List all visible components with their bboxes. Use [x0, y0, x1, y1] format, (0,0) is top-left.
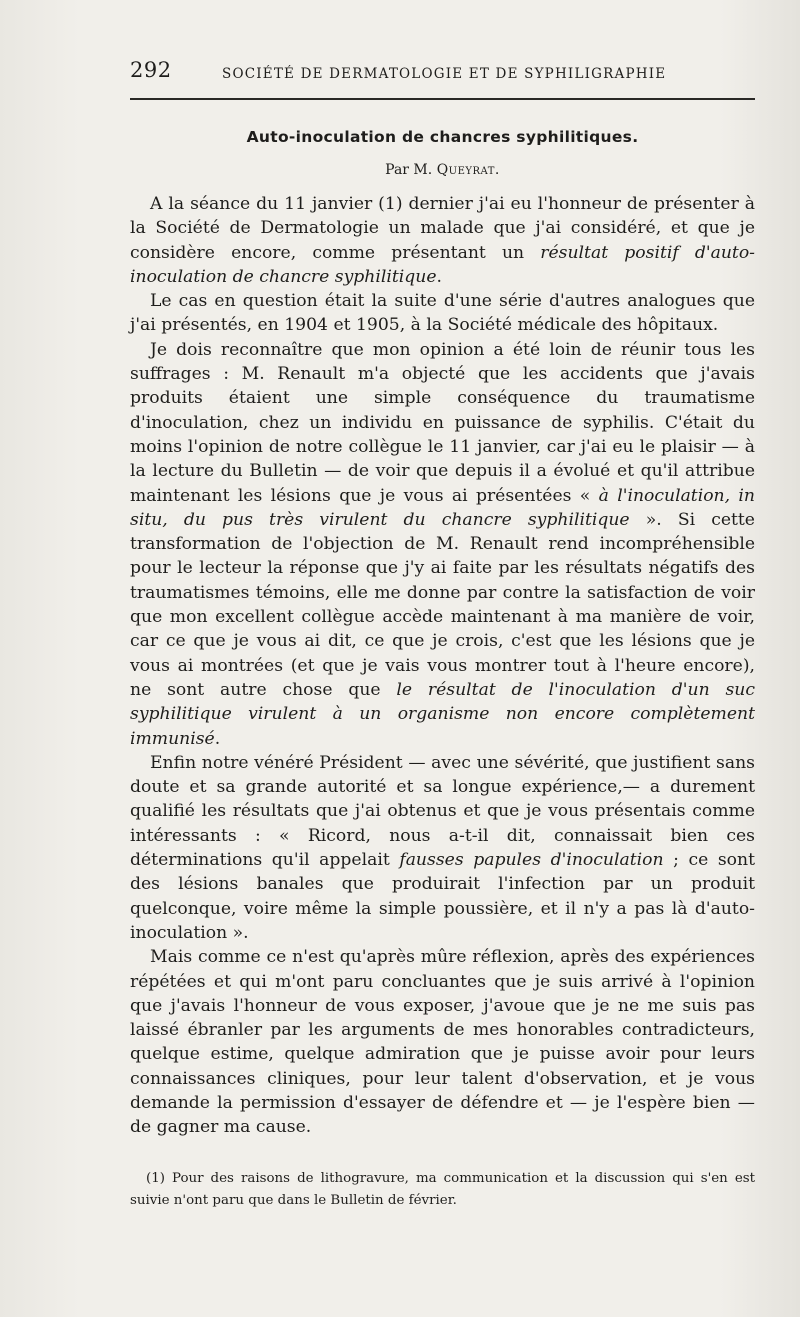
paragraph-text: A la séance du 11 janvier (1) dernier j'ai eu l'honneur de présenter à la Société de Dermatologie un malade que j'ai considéré, et que je considère encore, comme présentant un — [130, 194, 755, 263]
italic-phrase: à l'inoculation, in situ, du pus très virulent du chancre syphilitique — [130, 485, 755, 530]
paragraph-text: . — [436, 266, 442, 287]
paragraph-text: Mais comme ce n'est qu'après mûre réflexion, après des expériences répétées et qui m'ont paru concluantes que je suis arrivé à l'opinion que j'avais l'honneur de vous exposer, j'avoue que je ne me suis pas laissé ébranler par les arguments de mes honorables contradicteurs, quelque estime, quelque admiration que je puisse avoir pour leurs connaissances cliniques, pour leur talent d'observation, et je vous demande la permission d'essayer de défendre et — je l'espère bien — de gagner ma cause. — [130, 947, 755, 1138]
paragraph-3 — [130, 338, 755, 751]
paragraph-2 — [130, 289, 755, 338]
running-head — [130, 58, 755, 92]
footnote — [130, 1168, 755, 1212]
paragraph-text: ; ce sont des lésions banales que produirait l'infection par un produit quelconque, voire même la simple poussière, et il n'y a pas là d'auto-inoculation ». — [130, 850, 755, 943]
paragraph-text: Enfin notre vénéré Président — avec une sévérité, que justifient sans doute et sa grande autorité et sa longue expérience,— a durement qualifié les résultats que j'ai obtenus et que je vous présentais comme intéressants : « Ricord, nous a-t-il dit, connaissait bien ces déterminations qu'il appelait — [130, 752, 755, 871]
paragraph-1 — [130, 192, 755, 289]
header-rule — [130, 98, 755, 100]
byline — [130, 162, 755, 178]
byline-prefix: Par M. — [385, 162, 433, 178]
paragraph-text: Le cas en question était la suite d'une série d'autres analogues que j'ai présentés, en 1904 et 1905, à la Société médicale des hôpitaux. — [130, 291, 755, 336]
italic-phrase: le résultat de l'inoculation d'un suc syphilitique virulent à un organisme non encore complètement immunisé — [130, 679, 755, 749]
article-title: Auto-inoculation de chancres syphilitiques. — [246, 128, 639, 146]
italic-phrase: fausses papules d'inoculation — [399, 850, 664, 871]
footnote-text: (1) Pour des raisons de lithogravure, ma communication et la discussion qui s'en est suivie n'ont paru que dans le Bulletin de février. — [130, 1171, 755, 1208]
page-number: 292 — [130, 58, 172, 82]
paragraph-4 — [130, 751, 755, 945]
italic-phrase: résultat positif d'auto-inoculation de chancre syphilitique — [130, 242, 755, 287]
paragraph-5 — [130, 945, 755, 1139]
paragraph-text: . — [214, 728, 221, 749]
article-body — [130, 192, 755, 1140]
paragraph-text: Je dois reconnaître que mon opinion a été loin de réunir tous les suffrages : M. Renault m'a objecté que les accidents que j'avais produits étaient une simple conséquence du traumatisme d'inoculation, chez un individu en puissance de syphilis. C'était du moins l'opinion de notre collègue le 11 janvier, car j'ai eu le plaisir — à la lecture du Bulletin — de voir que depuis il a évolué et qu'il attribue maintenant les lésions que je vous ai présentées « — [130, 339, 755, 506]
author-name: Queyrat. — [436, 162, 500, 178]
paragraph-text: ». Si cette transformation de l'objection de M. Renault rend incompréhensible pour le lecteur la réponse que j'y ai faite par les résultats négatifs des traumatismes témoins, elle me donne par contre la satisfaction de voir que mon excellent collègue accède maintenant à ma manière de voir, car ce que je vous ai dit, ce que je crois, c'est que les lésions que je vous ai montrées (et que je vais vous montrer tout à l'heure encore), ne sont autre chose que — [130, 509, 755, 700]
journal-title: SOCIÉTÉ DE DERMATOLOGIE ET DE SYPHILIGRAPHIE — [222, 66, 667, 82]
